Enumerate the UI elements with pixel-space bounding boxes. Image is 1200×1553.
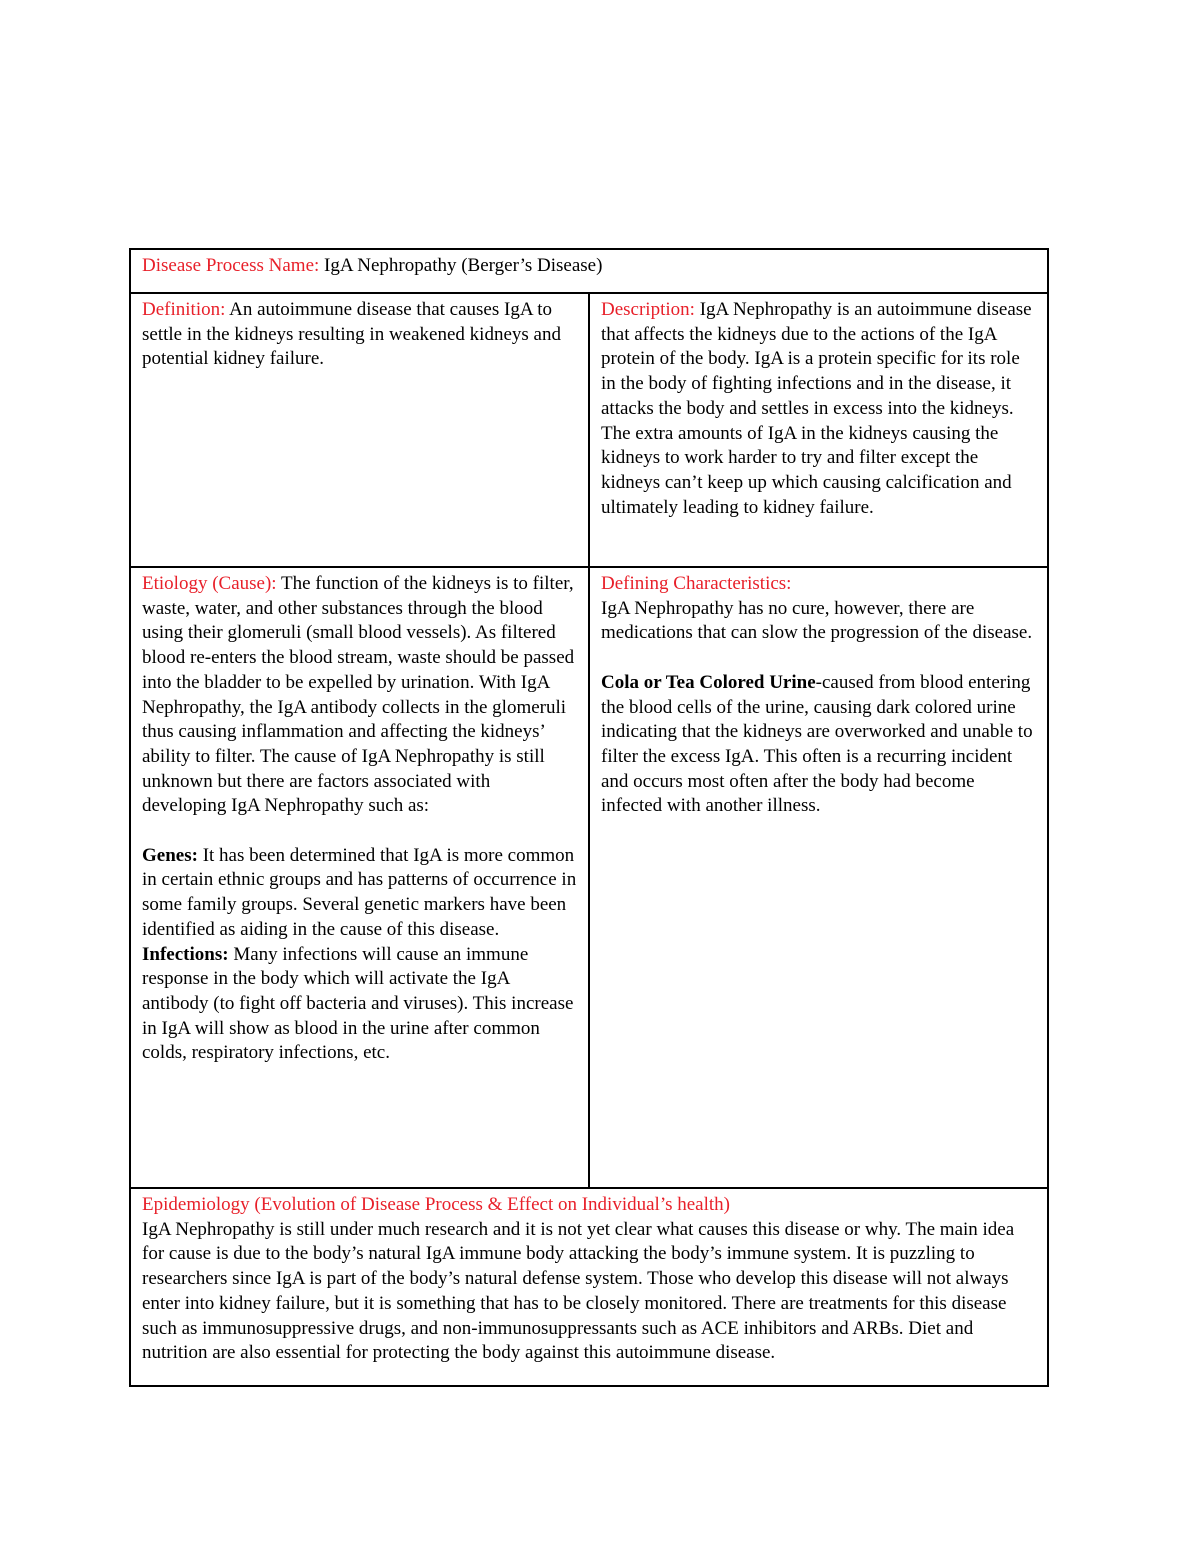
definition-cell <box>130 293 589 567</box>
epidemiology-text: IgA Nephropathy is still under much research and it is not yet clear what causes this disease or why. The main idea for cause is due to the body’s natural IgA immune body attacking the body’s immune system. It is puzzling to researchers since IgA is part of the body’s natural defense system. Those who develop this disease will not always enter into kidney failure, but it is something that has to be closely monitored. There are treatments for this disease such as immunosuppressive drugs, and non-immunosuppressants such as ACE inhibitors and ARBs. Diet and nutrition are also essential for protecting the body against this autoimmune disease. <box>142 1218 1015 1364</box>
definition-label: Definition: <box>142 299 226 320</box>
paragraph-spacer <box>142 819 578 844</box>
infections-paragraph <box>142 943 578 1067</box>
genes-text: It has been determined that IgA is more common in certain ethnic groups and has patterns of occurrence in some family groups. Several genetic markers have been identified as aiding in the cause of this disease. <box>142 844 577 940</box>
etiology-intro-paragraph <box>142 572 578 819</box>
description-text: IgA Nephropathy is an autoimmune disease that affects the kidneys due to the actions of the IgA protein of the body. IgA is a protein specific for its role in the body of fighting infections and in the disease, it attacks the body and settles in excess into the kidneys. The extra amounts of IgA in the kidneys causing the kidneys to work harder to try and filter except the kidneys can’t keep up which causing calcification and ultimately leading to kidney failure. <box>601 299 1032 518</box>
infections-label: Infections: <box>142 943 229 965</box>
description-label: Description: <box>601 299 695 320</box>
paragraph-spacer <box>601 646 1037 671</box>
disease-name-value: IgA Nephropathy (Berger’s Disease) <box>319 255 603 276</box>
genes-label: Genes: <box>142 844 198 866</box>
epidemiology-cell <box>130 1188 1048 1386</box>
defining-characteristics-label: Defining Characteristics: <box>601 573 792 594</box>
epidemiology-label: Epidemiology (Evolution of Disease Process & Effect on Individual’s health) <box>142 1194 730 1215</box>
etiology-cell <box>130 567 589 1188</box>
etiology-intro-text: The function of the kidneys is to filter, waste, water, and other substances through the blood using their glomeruli (small blood vessels). As filtered blood re-enters the blood stream, waste should be passed into the bladder to be expelled by urination. With IgA Nephropathy, the IgA antibody collects in the glomeruli thus causing inflammation and affecting the kidneys’ ability to filter. The cause of IgA Nephropathy is still unknown but there are factors associated with developing IgA Nephropathy such as: <box>142 573 575 817</box>
definition-text: An autoimmune disease that causes IgA to settle in the kidneys resulting in weakened kidneys and potential kidney failure. <box>142 299 561 370</box>
urine-label: Cola or Tea Colored Urine <box>601 671 816 693</box>
description-cell <box>589 293 1048 567</box>
urine-paragraph <box>601 671 1037 819</box>
defining-characteristics-cell <box>589 567 1048 1188</box>
defining-characteristics-intro: IgA Nephropathy has no cure, however, there are medications that can slow the progression of the disease. <box>601 597 1033 644</box>
urine-text: -caused from blood entering the blood cells of the urine, causing dark colored urine indicating that the kidneys are overworked and unable to filter the excess IgA. This often is a recurring incident and occurs most often after the body had become infected with another illness. <box>601 671 1033 817</box>
disease-name-cell <box>130 249 1048 293</box>
infections-text: Many infections will cause an immune response in the body which will activate the IgA antibody (to fight off bacteria and viruses). This increase in IgA will show as blood in the urine after common colds, respiratory infections, etc. <box>142 943 574 1064</box>
disease-name-label: Disease Process Name: <box>142 255 320 276</box>
etiology-label: Etiology (Cause): <box>142 573 277 594</box>
disease-process-table <box>129 248 1049 1387</box>
genes-paragraph <box>142 844 578 943</box>
